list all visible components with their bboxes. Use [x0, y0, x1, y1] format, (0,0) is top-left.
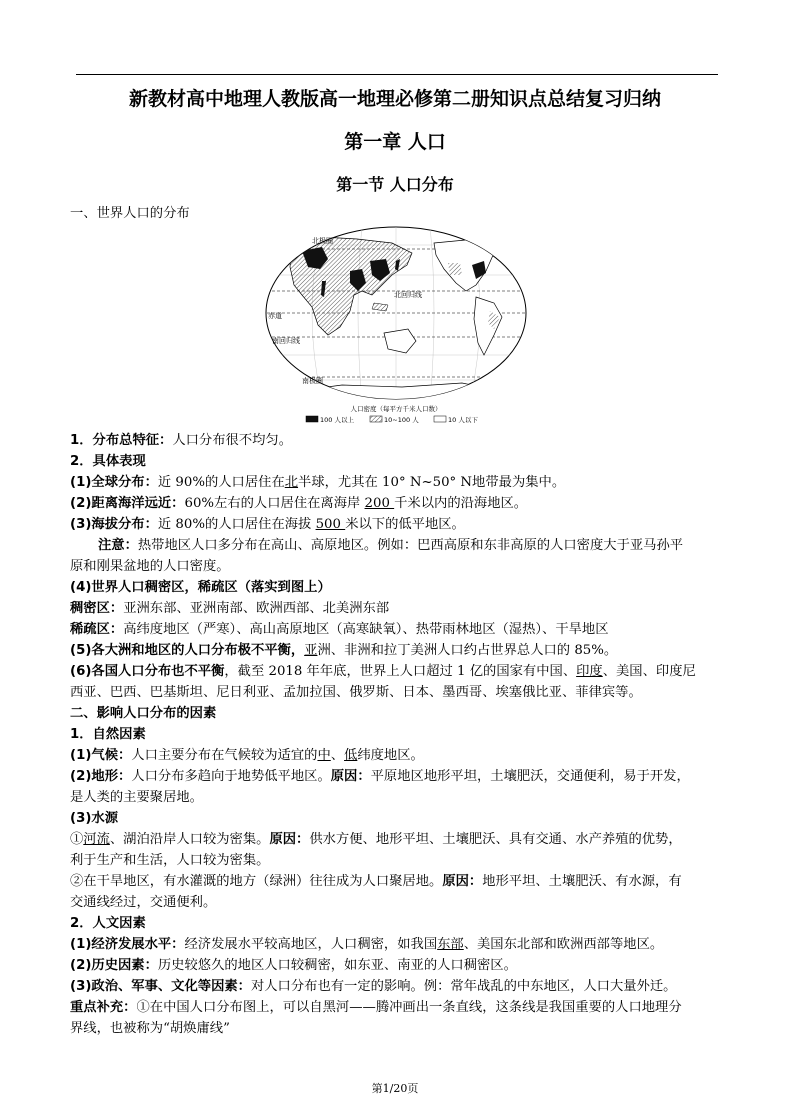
- paragraph-terrain-cont: 是人类的主要聚居地。: [70, 790, 203, 805]
- paragraph-politics: (3)政治、军事、文化等因素：对人口分布也有一定的影响。例：常年战乱的中东地区，人口大量外迁。: [70, 979, 677, 994]
- paragraph-climate: (1)气候：人口主要分布在气候较为适宜的中、低纬度地区。: [70, 748, 424, 763]
- legend-item-medium: 10~100 人: [384, 416, 419, 424]
- top-rule: [76, 74, 718, 75]
- heading-natural: 1．自然因素: [70, 727, 146, 742]
- heading-factors: 二、影响人口分布的因素: [70, 706, 217, 721]
- paragraph-economy: (1)经济发展水平：经济发展水平较高地区，人口稠密，如我国东部、美国东北部和欧洲西部等地区。: [70, 937, 664, 952]
- heading-human: 2．人文因素: [70, 916, 146, 931]
- legend-item-sparse: 10 人以下: [448, 416, 478, 424]
- paragraph-history: (2)历史因素：历史较悠久的地区人口较稠密，如东亚、南亚的人口稠密区。: [70, 958, 517, 973]
- legend-item-dense: 100 人以上: [320, 416, 354, 424]
- label-antarctic-circle: 南极圈: [302, 377, 323, 385]
- legend-swatch-sparse: [434, 416, 446, 422]
- paragraph-ocean-distance: (2)距离海洋远近：60%左右的人口居住在离海岸 200 千米以内的沿海地区。: [70, 496, 528, 511]
- paragraph-dense: 稠密区：亚洲东部、亚洲南部、欧洲西部、北美洲东部: [70, 601, 390, 616]
- paragraph-rivers: ①河流、湖泊沿岸人口较为密集。原因：供水方便、地形平坦、土壤肥沃、具有交通、水产养殖的优势，: [70, 832, 682, 847]
- heading-dense-sparse: (4)世界人口稠密区，稀疏区（落实到图上）: [70, 580, 331, 595]
- paragraph-countries-cont: 西亚、巴西、巴基斯坦、尼日利亚、孟加拉国、俄罗斯、日本、墨西哥、埃塞俄比亚、菲律宾等。: [70, 685, 642, 700]
- paragraph-oasis-cont: 交通线经过，交通便利。: [70, 895, 217, 910]
- paragraph-supplement: 重点补充：①在中国人口分布图上，可以自黑河——腾冲画出一条直线，这条线是我国重要的人口地理分: [70, 1000, 682, 1015]
- paragraph-countries: (6)各国人口分布也不平衡，截至 2018 年年底，世界上人口超过 1 亿的国家有中国、印度、美国、印度尼: [70, 664, 696, 679]
- paragraph-oasis: ②在干旱地区，有水灌溉的地方（绿洲）往往成为人口聚居地。原因：地形平坦、土壤肥沃、有水源，有: [70, 874, 682, 889]
- us-west-hatch: [448, 263, 462, 275]
- legend-swatch-medium: [370, 416, 382, 422]
- paragraph-terrain: (2)地形：人口分布多趋向于地势低平地区。原因：平原地区地形平坦，土壤肥沃，交通便利，易于开发，: [70, 769, 690, 784]
- legend-title: 人口密度（每平方千米人口数）: [350, 405, 442, 413]
- label-tropic-of-capricorn: 南回归线: [272, 337, 300, 345]
- section-title: 第一节 人口分布: [336, 175, 454, 194]
- paragraph-altitude: (3)海拔分布：近 80%的人口居住在海拔 500 米以下的低平地区。: [70, 517, 465, 532]
- paragraph-global: (1)全球分布：近 90%的人口居住在北半球，尤其在 10° N~50° N地带最为集中。: [70, 475, 566, 490]
- paragraph-rivers-cont: 利于生产和生活，人口较为密集。: [70, 853, 270, 868]
- document-title: 新教材高中地理人教版高一地理必修第二册知识点总结复习归纳: [128, 88, 661, 110]
- paragraph-total-feature: 1．分布总特征：人口分布很不均匀。: [70, 433, 293, 448]
- label-equator: 赤道: [268, 312, 282, 320]
- legend-swatch-dense: [306, 416, 318, 422]
- paragraph-continents: (5)各大洲和地区的人口分布极不平衡，亚洲、非洲和拉丁美洲人口约占世界总人口的 85%。: [70, 643, 618, 658]
- chapter-title: 第一章 人口: [344, 131, 446, 153]
- page-number: 第1/20页: [371, 1082, 419, 1095]
- paragraph-sparse: 稀疏区：高纬度地区（严寒）、高山高原地区（高寒缺氧）、热带雨林地区（湿热）、干旱地区: [70, 622, 609, 637]
- heading-specific: 2．具体表现: [70, 454, 146, 469]
- label-arctic-circle: 北极圈: [312, 237, 333, 245]
- paragraph-note-cont: 原和刚果盆地的人口密度。: [70, 559, 230, 574]
- heading-world-distribution: 一、世界人口的分布: [70, 206, 190, 221]
- label-tropic-of-cancer: 北回归线: [394, 291, 422, 299]
- heading-water: (3)水源: [70, 811, 118, 826]
- paragraph-supplement-cont: 界线，也被称为“胡焕庸线”: [70, 1021, 230, 1036]
- paragraph-note: 注意：热带地区人口多分布在高山、高原地区。例如：巴西高原和东非高原的人口密度大于亚马孙平: [98, 538, 684, 553]
- map-legend: [306, 415, 478, 424]
- world-population-map: [262, 225, 530, 425]
